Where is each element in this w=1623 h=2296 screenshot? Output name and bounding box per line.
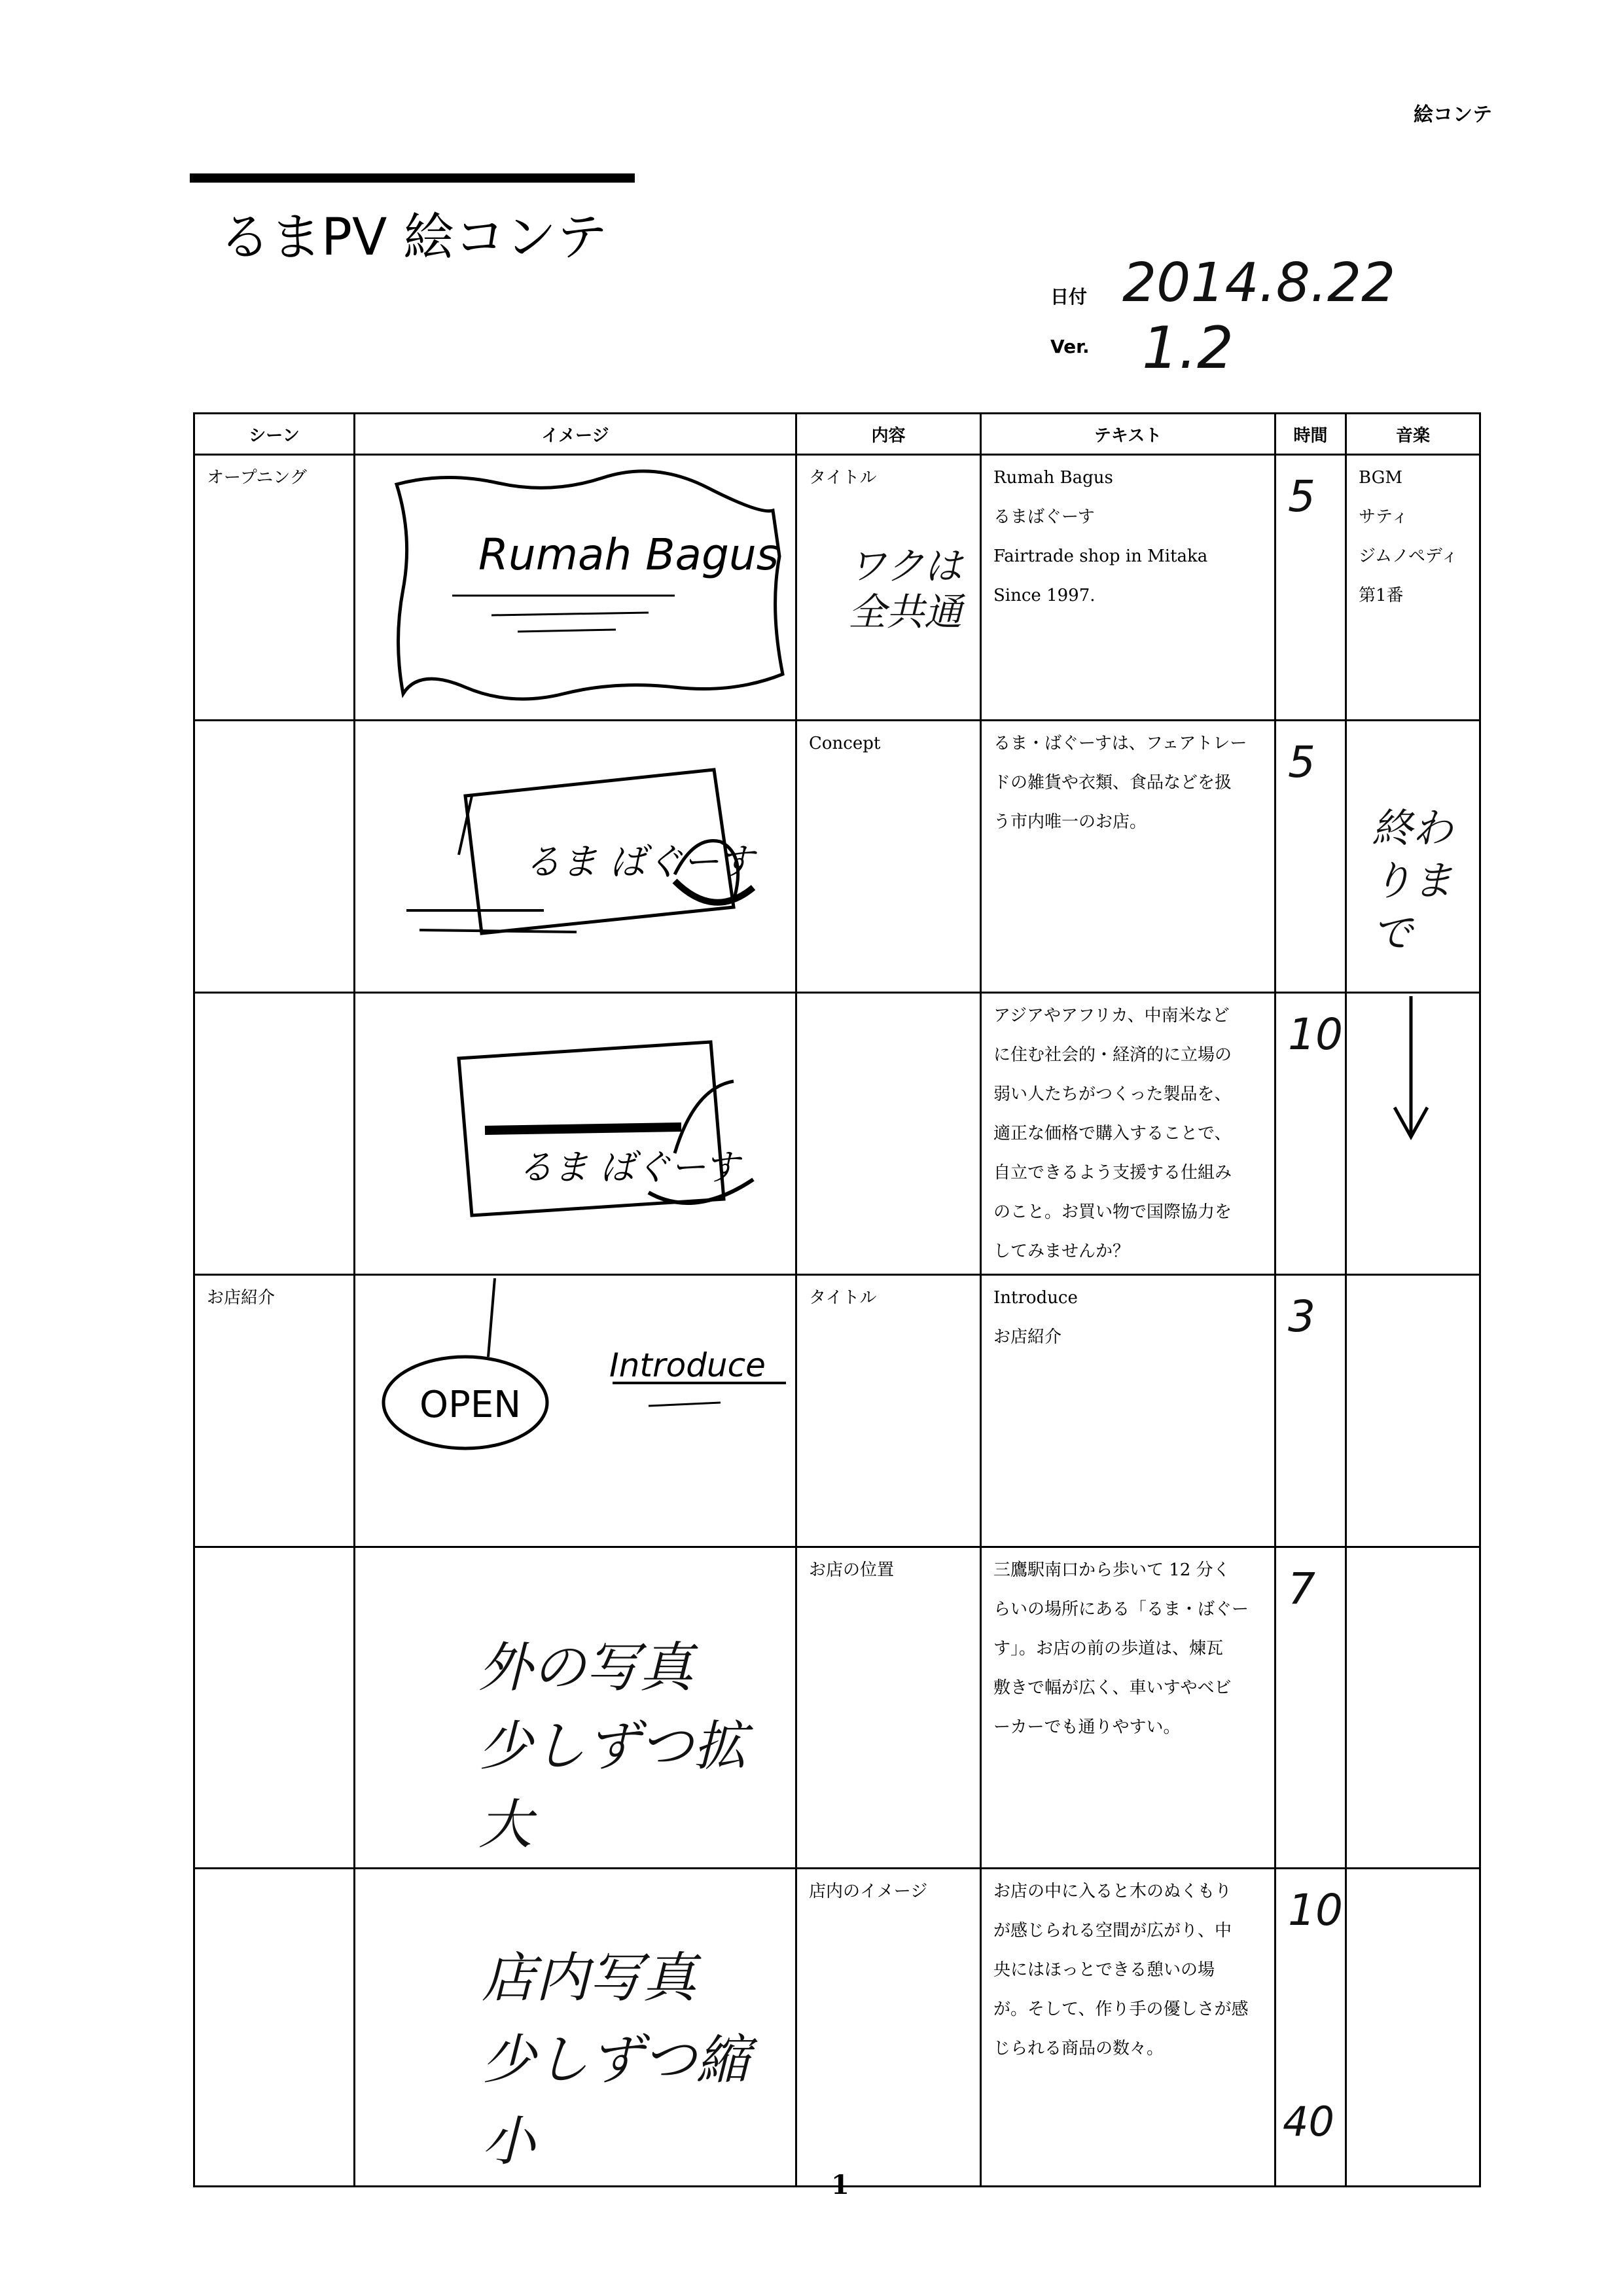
image-cell: [355, 1547, 796, 1869]
page-title: るまPV 絵コンテ: [219, 208, 608, 267]
scene-cell: [194, 721, 355, 993]
date-value: 2014.8.22: [1122, 252, 1396, 314]
time-cell: [1275, 721, 1346, 993]
time-value: 10: [1288, 1885, 1343, 1935]
music-line: 第1番: [1359, 586, 1404, 605]
text-line: 適正な価格で購入することで、: [993, 1124, 1232, 1143]
music-line: BGM: [1359, 468, 1402, 488]
time-cell: [1275, 455, 1346, 721]
sketch-note: ワクは全共通: [848, 544, 963, 634]
text-line: に住む社会的・経済的に立場の: [993, 1045, 1232, 1065]
text-line: 弱い人たちがつくった製品を、: [993, 1085, 1232, 1104]
time-value: 3: [1288, 1291, 1315, 1342]
content-label: タイトル: [809, 468, 877, 488]
introduce-sketch: [367, 1278, 809, 1543]
text-line: お店の中に入ると木のぬくもり: [993, 1882, 1232, 1901]
table-row: [194, 1547, 1480, 1869]
version-label: Ver.: [1050, 336, 1090, 357]
concept-sketch: [367, 724, 809, 989]
header-time: 時間: [1275, 414, 1346, 455]
text-line: のこと。お買い物で国際協力を: [993, 1202, 1232, 1222]
music-cell: [1346, 1869, 1480, 2187]
text-line: お店紹介: [993, 1327, 1062, 1347]
music-line: サティ: [1359, 507, 1408, 527]
text-line: が感じられる空間が広がり、中: [993, 1921, 1232, 1941]
sketch-note: Introduce: [609, 1346, 766, 1384]
image-cell: [355, 1869, 796, 2187]
header-content: 内容: [796, 414, 981, 455]
page-number: 1: [831, 2170, 849, 2200]
storyboard-table: [193, 412, 1481, 2187]
content-cell: Concept: [796, 721, 981, 993]
text-cell: [981, 721, 1275, 993]
concept-sketch-2: [367, 996, 809, 1271]
scene-cell: [194, 1547, 355, 1869]
scene-cell: お店紹介: [194, 1275, 355, 1547]
text-line: す」。お店の前の歩道は、煉瓦: [993, 1639, 1224, 1659]
text-line: う市内唯一のお店。: [993, 812, 1147, 832]
sketch-title: Rumah Bagus: [478, 529, 779, 580]
date-label: 日付: [1050, 286, 1088, 308]
content-cell: タイトル: [796, 1275, 981, 1547]
music-cell: [1346, 1275, 1480, 1547]
header-scene: シーン: [194, 414, 355, 455]
music-cell: [1346, 455, 1480, 721]
table-header-row: [194, 414, 1480, 455]
content-cell: 店内のイメージ: [796, 1869, 981, 2187]
text-line: るま・ばぐーすは、フェアトレー: [993, 734, 1247, 753]
time-cell: [1275, 1547, 1346, 1869]
text-line: ドの雑貨や衣類、食品などを扱: [993, 773, 1232, 793]
arrow-down-icon: [1359, 996, 1470, 1153]
text-line: じられる商品の数々。: [993, 2039, 1164, 2058]
text-line: Since 1997.: [993, 586, 1096, 605]
text-line: Rumah Bagus: [993, 468, 1113, 488]
text-line: 三鷹駅南口から歩いて 12 分く: [993, 1560, 1230, 1580]
sketch-title: 外の写真: [478, 1637, 693, 1699]
image-cell: [355, 1275, 796, 1547]
text-cell: [981, 1547, 1275, 1869]
music-cell: [1346, 1547, 1480, 1869]
scene-cell: オープニング: [194, 455, 355, 721]
header-music: 音楽: [1346, 414, 1480, 455]
image-cell: [355, 455, 796, 721]
music-cell: [1346, 721, 1480, 993]
text-line: らいの場所にある「るま・ばぐー: [993, 1600, 1249, 1619]
table-row: [194, 455, 1480, 721]
text-cell: [981, 455, 1275, 721]
content-cell: [796, 993, 981, 1275]
text-line: 自立できるよう支援する仕組み: [993, 1163, 1232, 1183]
text-line: が。そして、作り手の優しさが感: [993, 2000, 1249, 2019]
sketch-note: 少しずつ拡大: [478, 1715, 747, 1856]
version-value: 1.2: [1142, 314, 1234, 382]
text-line: るまばぐーす: [993, 507, 1095, 527]
scene-cell: [194, 993, 355, 1275]
total-time: 40: [1283, 2098, 1334, 2145]
table-row: [194, 721, 1480, 993]
time-cell: [1275, 1275, 1346, 1547]
text-cell: [981, 993, 1275, 1275]
content-cell: [796, 455, 981, 721]
scene-cell: [194, 1869, 355, 2187]
text-line: Fairtrade shop in Mitaka: [993, 547, 1208, 566]
time-cell: [1275, 993, 1346, 1275]
text-line: ーカーでも通りやすい。: [993, 1717, 1181, 1737]
content-cell: お店の位置: [796, 1547, 981, 1869]
sketch-note: 少しずつ縮小: [482, 2029, 750, 2173]
text-line: アジアやアフリカ、中南米など: [993, 1006, 1230, 1026]
time-value: 10: [1288, 1009, 1343, 1060]
music-note: 終わりまで: [1372, 804, 1454, 957]
text-line: 敷きで幅が広く、車いすやベビ: [993, 1678, 1232, 1698]
opening-sketch: [367, 458, 809, 717]
table-row: [194, 993, 1480, 1275]
time-value: 5: [1288, 737, 1315, 787]
music-line: ジムノペディ: [1359, 547, 1458, 566]
sketch-title: OPEN: [419, 1384, 522, 1426]
image-cell: [355, 993, 796, 1275]
time-value: 5: [1288, 471, 1315, 522]
music-cell: [1346, 993, 1480, 1275]
title-rule: [190, 173, 635, 183]
header-text: テキスト: [981, 414, 1275, 455]
text-line: してみませんか？: [993, 1242, 1130, 1261]
image-cell: [355, 721, 796, 993]
sketch-title: るま ばぐーす: [524, 841, 755, 884]
header-doc-type: 絵コンテ: [1414, 103, 1492, 126]
table-row: [194, 1275, 1480, 1547]
text-cell: [981, 1869, 1275, 2187]
time-value: 7: [1288, 1564, 1315, 1614]
text-line: 央にはほっとできる憩いの場: [993, 1960, 1215, 1980]
header-image: イメージ: [355, 414, 796, 455]
text-cell: [981, 1275, 1275, 1547]
sketch-title: るま ばぐーす: [518, 1147, 740, 1188]
text-line: Introduce: [993, 1288, 1078, 1308]
sketch-title: 店内写真: [482, 1947, 696, 2009]
